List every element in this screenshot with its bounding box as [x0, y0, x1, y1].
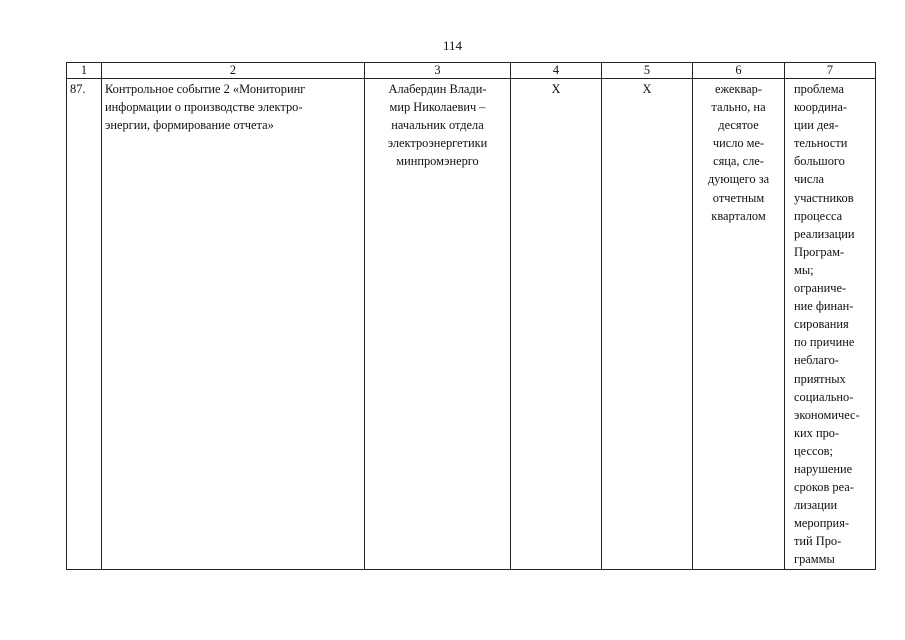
- responsible-line: электроэнергетики: [387, 136, 488, 151]
- event-description-line: информации о производстве электро-: [105, 100, 303, 115]
- column-4-cell: [511, 79, 602, 570]
- risks-line: цессов;: [794, 443, 833, 458]
- risks-line: сроков реа-: [794, 480, 854, 495]
- risks-line: социально-: [794, 389, 854, 404]
- event-description-cell: [102, 79, 365, 570]
- responsible-person-cell: [365, 79, 511, 570]
- header-cell-4: 4: [511, 63, 602, 79]
- header-cell-7: 7: [785, 63, 876, 79]
- risks-line: координа-: [794, 100, 848, 115]
- risks-line: неблаго-: [794, 353, 839, 368]
- header-cell-1: 1: [67, 63, 102, 79]
- risks-line: ние финан-: [794, 299, 854, 314]
- risks-line: сирования: [794, 317, 849, 332]
- risks-line: ции дея-: [794, 118, 839, 133]
- responsible-line: минпромэнерго: [396, 154, 479, 169]
- risks-line: по причине: [794, 335, 855, 350]
- responsible-line: Алабердин Влади-: [388, 82, 487, 96]
- risks-line: процесса: [794, 208, 843, 223]
- period-line: десятое: [718, 118, 759, 133]
- period-line: число ме-: [712, 136, 765, 151]
- row-number-cell: 87.: [67, 79, 102, 570]
- risks-line: мероприя-: [794, 516, 850, 531]
- risks-line: тельности: [794, 136, 848, 151]
- page-number: 114: [442, 38, 463, 53]
- risks-line: лизации: [794, 498, 838, 513]
- risks-line: Програм-: [794, 244, 845, 259]
- period-line: ежеквар-: [715, 82, 762, 96]
- period-line: кварталом: [711, 208, 766, 223]
- column-5-mark: Х: [642, 82, 652, 96]
- plan-table: [66, 62, 876, 570]
- risks-line: тий Про-: [794, 534, 842, 549]
- risks-line: большого: [794, 154, 845, 169]
- responsible-line: начальник отдела: [391, 118, 484, 133]
- risks-line: экономичес-: [794, 407, 860, 422]
- risks-line: проблема: [794, 82, 844, 96]
- header-cell-3: 3: [365, 63, 511, 79]
- header-cell-5: 5: [602, 63, 693, 79]
- column-5-cell: [602, 79, 693, 570]
- header-cell-2: 2: [102, 63, 365, 79]
- risks-line: нарушение: [794, 461, 853, 476]
- risks-line: мы;: [794, 262, 814, 277]
- risks-line: ограниче-: [794, 281, 847, 296]
- risks-line: приятных: [794, 371, 846, 386]
- responsible-line: мир Николаевич –: [389, 100, 486, 115]
- period-line: сяца, сле-: [713, 154, 764, 169]
- header-cell-6: 6: [693, 63, 785, 79]
- period-line: дующего за: [707, 172, 770, 187]
- table-row: [67, 79, 876, 570]
- risks-line: граммы: [794, 552, 835, 567]
- risks-line: ких про-: [794, 425, 840, 440]
- table-header-row: [67, 63, 876, 79]
- period-line: отчетным: [712, 190, 765, 205]
- event-description-line: Контрольное событие 2 «Мониторинг: [105, 82, 306, 96]
- event-description-line: энергии, формирование отчета»: [105, 118, 274, 133]
- risks-line: числа: [794, 172, 825, 187]
- column-4-mark: Х: [551, 82, 561, 96]
- risks-line: участников: [794, 190, 854, 205]
- risks-line: реализации: [794, 226, 855, 241]
- risks-cell: [785, 79, 876, 570]
- period-cell: [693, 79, 785, 570]
- period-line: тально, на: [711, 100, 766, 115]
